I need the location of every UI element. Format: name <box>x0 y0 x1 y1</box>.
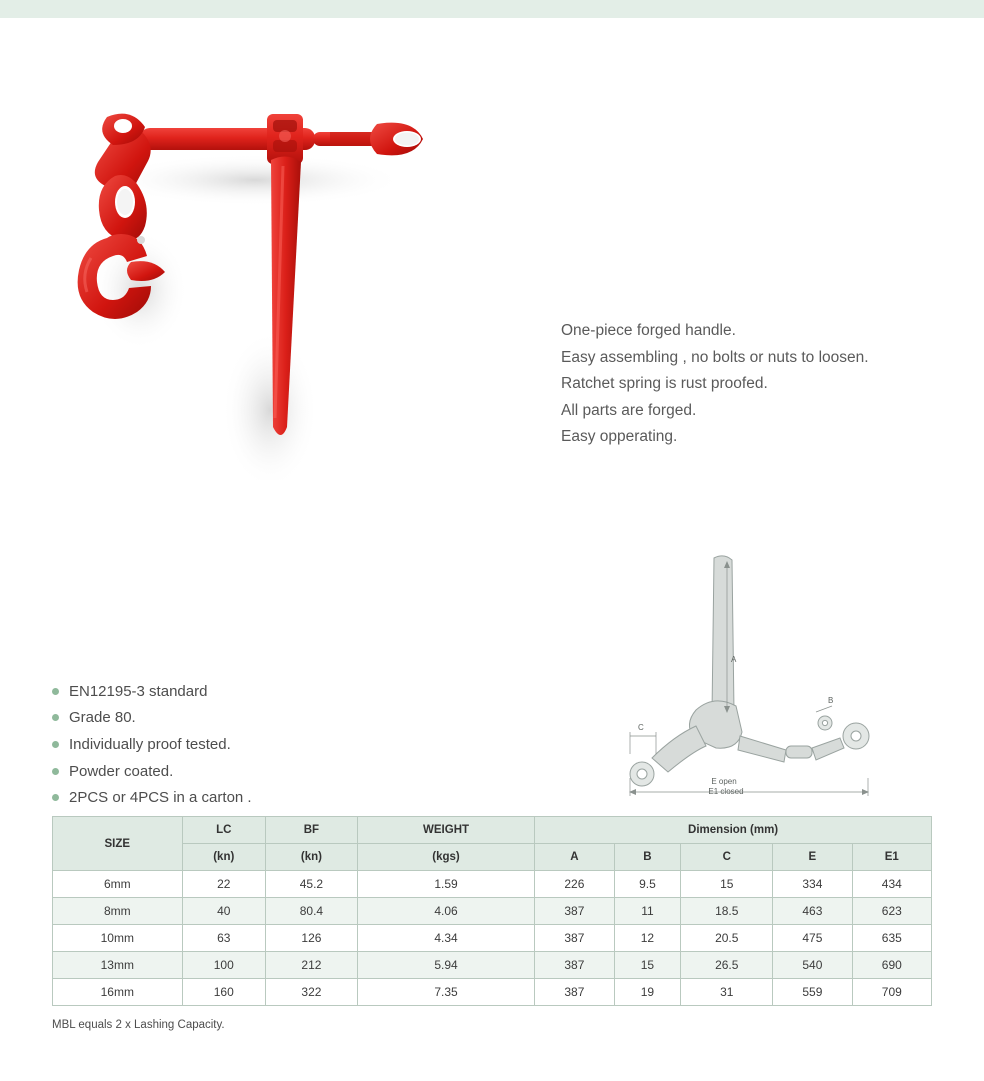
cell-weight: 4.06 <box>357 898 534 925</box>
cell-c: 20.5 <box>681 925 773 952</box>
list-item <box>52 705 472 732</box>
cell-c: 26.5 <box>681 952 773 979</box>
table-row <box>53 952 932 979</box>
cell-e1: 623 <box>852 898 931 925</box>
list-item-label: Powder coated. <box>69 762 174 780</box>
cell-bf: 126 <box>265 925 357 952</box>
cell-c: 18.5 <box>681 898 773 925</box>
cell-e: 334 <box>773 871 852 898</box>
feature-line: Easy opperating. <box>561 428 678 446</box>
cell-size: 10mm <box>53 925 183 952</box>
table-header-row-bottom <box>53 844 932 871</box>
table-row <box>53 979 932 1006</box>
bullet-dot-icon <box>52 741 59 748</box>
col-unit-weight: (kgs) <box>357 844 534 871</box>
cell-e1: 635 <box>852 925 931 952</box>
cell-bf: 212 <box>265 952 357 979</box>
feature-line: One-piece forged handle. <box>561 322 736 339</box>
cell-b: 11 <box>614 898 681 925</box>
cell-e: 475 <box>773 925 852 952</box>
cell-a: 387 <box>535 925 614 952</box>
cell-weight: 5.94 <box>357 952 534 979</box>
col-header-dim-e: E <box>773 844 852 871</box>
cell-lc: 22 <box>182 871 265 898</box>
cell-size: 16mm <box>53 979 183 1006</box>
col-header-dim-b: B <box>614 844 681 871</box>
col-header-dimension-group: Dimension (mm) <box>535 817 932 844</box>
col-unit-lc: (kn) <box>182 844 265 871</box>
col-header-bf: BF <box>265 817 357 844</box>
cell-e1: 709 <box>852 979 931 1006</box>
cell-lc: 100 <box>182 952 265 979</box>
cell-e1: 434 <box>852 871 931 898</box>
cell-weight: 4.34 <box>357 925 534 952</box>
cell-bf: 45.2 <box>265 871 357 898</box>
cell-a: 387 <box>535 898 614 925</box>
cell-bf: 322 <box>265 979 357 1006</box>
spec-bullet-list <box>52 678 472 811</box>
col-header-dim-e1: E1 <box>852 844 931 871</box>
bullet-dot-icon <box>52 768 59 775</box>
spec-table-wrap <box>52 816 932 1006</box>
col-header-lc: LC <box>182 817 265 844</box>
cell-b: 19 <box>614 979 681 1006</box>
list-item <box>52 758 472 785</box>
col-header-weight: WEIGHT <box>357 817 534 844</box>
cell-e: 463 <box>773 898 852 925</box>
top-accent-bar <box>0 0 984 18</box>
table-header-row-top <box>53 817 932 844</box>
table-row <box>53 871 932 898</box>
list-item-label: Grade 80. <box>69 709 136 727</box>
col-header-size: SIZE <box>53 817 183 871</box>
list-item <box>52 678 472 705</box>
dim-label-c: C <box>638 723 644 732</box>
bullet-dot-icon <box>52 794 59 801</box>
table-footnote: MBL equals 2 x Lashing Capacity. <box>52 1019 225 1031</box>
feature-line: All parts are forged. <box>561 401 697 419</box>
feature-line: Easy assembling , no bolts or nuts to loosen. <box>561 348 869 366</box>
list-item-label: EN12195-3 standard <box>69 682 208 700</box>
cell-a: 387 <box>535 952 614 979</box>
bullet-dot-icon <box>52 688 59 695</box>
feature-line: Ratchet spring is rust proofed. <box>561 375 768 393</box>
cell-weight: 1.59 <box>357 871 534 898</box>
cell-size: 6mm <box>53 871 183 898</box>
cell-lc: 40 <box>182 898 265 925</box>
list-item-label: 2PCS or 4PCS in a carton . <box>69 789 252 807</box>
cell-c: 15 <box>681 871 773 898</box>
dim-label-e-open: E open <box>711 777 737 786</box>
cell-size: 8mm <box>53 898 183 925</box>
cell-b: 9.5 <box>614 871 681 898</box>
cell-b: 12 <box>614 925 681 952</box>
list-item <box>52 731 472 758</box>
dimension-drawing <box>600 540 900 810</box>
cell-b: 15 <box>614 952 681 979</box>
table-row <box>53 925 932 952</box>
product-photo <box>45 80 525 480</box>
col-header-dim-a: A <box>535 844 614 871</box>
feature-list <box>561 318 961 451</box>
cell-e: 540 <box>773 952 852 979</box>
cell-a: 387 <box>535 979 614 1006</box>
cell-c: 31 <box>681 979 773 1006</box>
cell-size: 13mm <box>53 952 183 979</box>
cell-lc: 160 <box>182 979 265 1006</box>
cell-lc: 63 <box>182 925 265 952</box>
cell-e1: 690 <box>852 952 931 979</box>
col-unit-bf: (kn) <box>265 844 357 871</box>
col-header-dim-c: C <box>681 844 773 871</box>
dim-label-e1-closed: E1 closed <box>708 787 744 796</box>
dim-label-a: A <box>731 655 737 664</box>
cell-weight: 7.35 <box>357 979 534 1006</box>
list-item <box>52 784 472 811</box>
bullet-dot-icon <box>52 714 59 721</box>
table-row <box>53 898 932 925</box>
cell-e: 559 <box>773 979 852 1006</box>
spec-table <box>52 816 932 1006</box>
list-item-label: Individually proof tested. <box>69 735 231 753</box>
cell-a: 226 <box>535 871 614 898</box>
cell-bf: 80.4 <box>265 898 357 925</box>
dim-label-b: B <box>828 696 834 705</box>
